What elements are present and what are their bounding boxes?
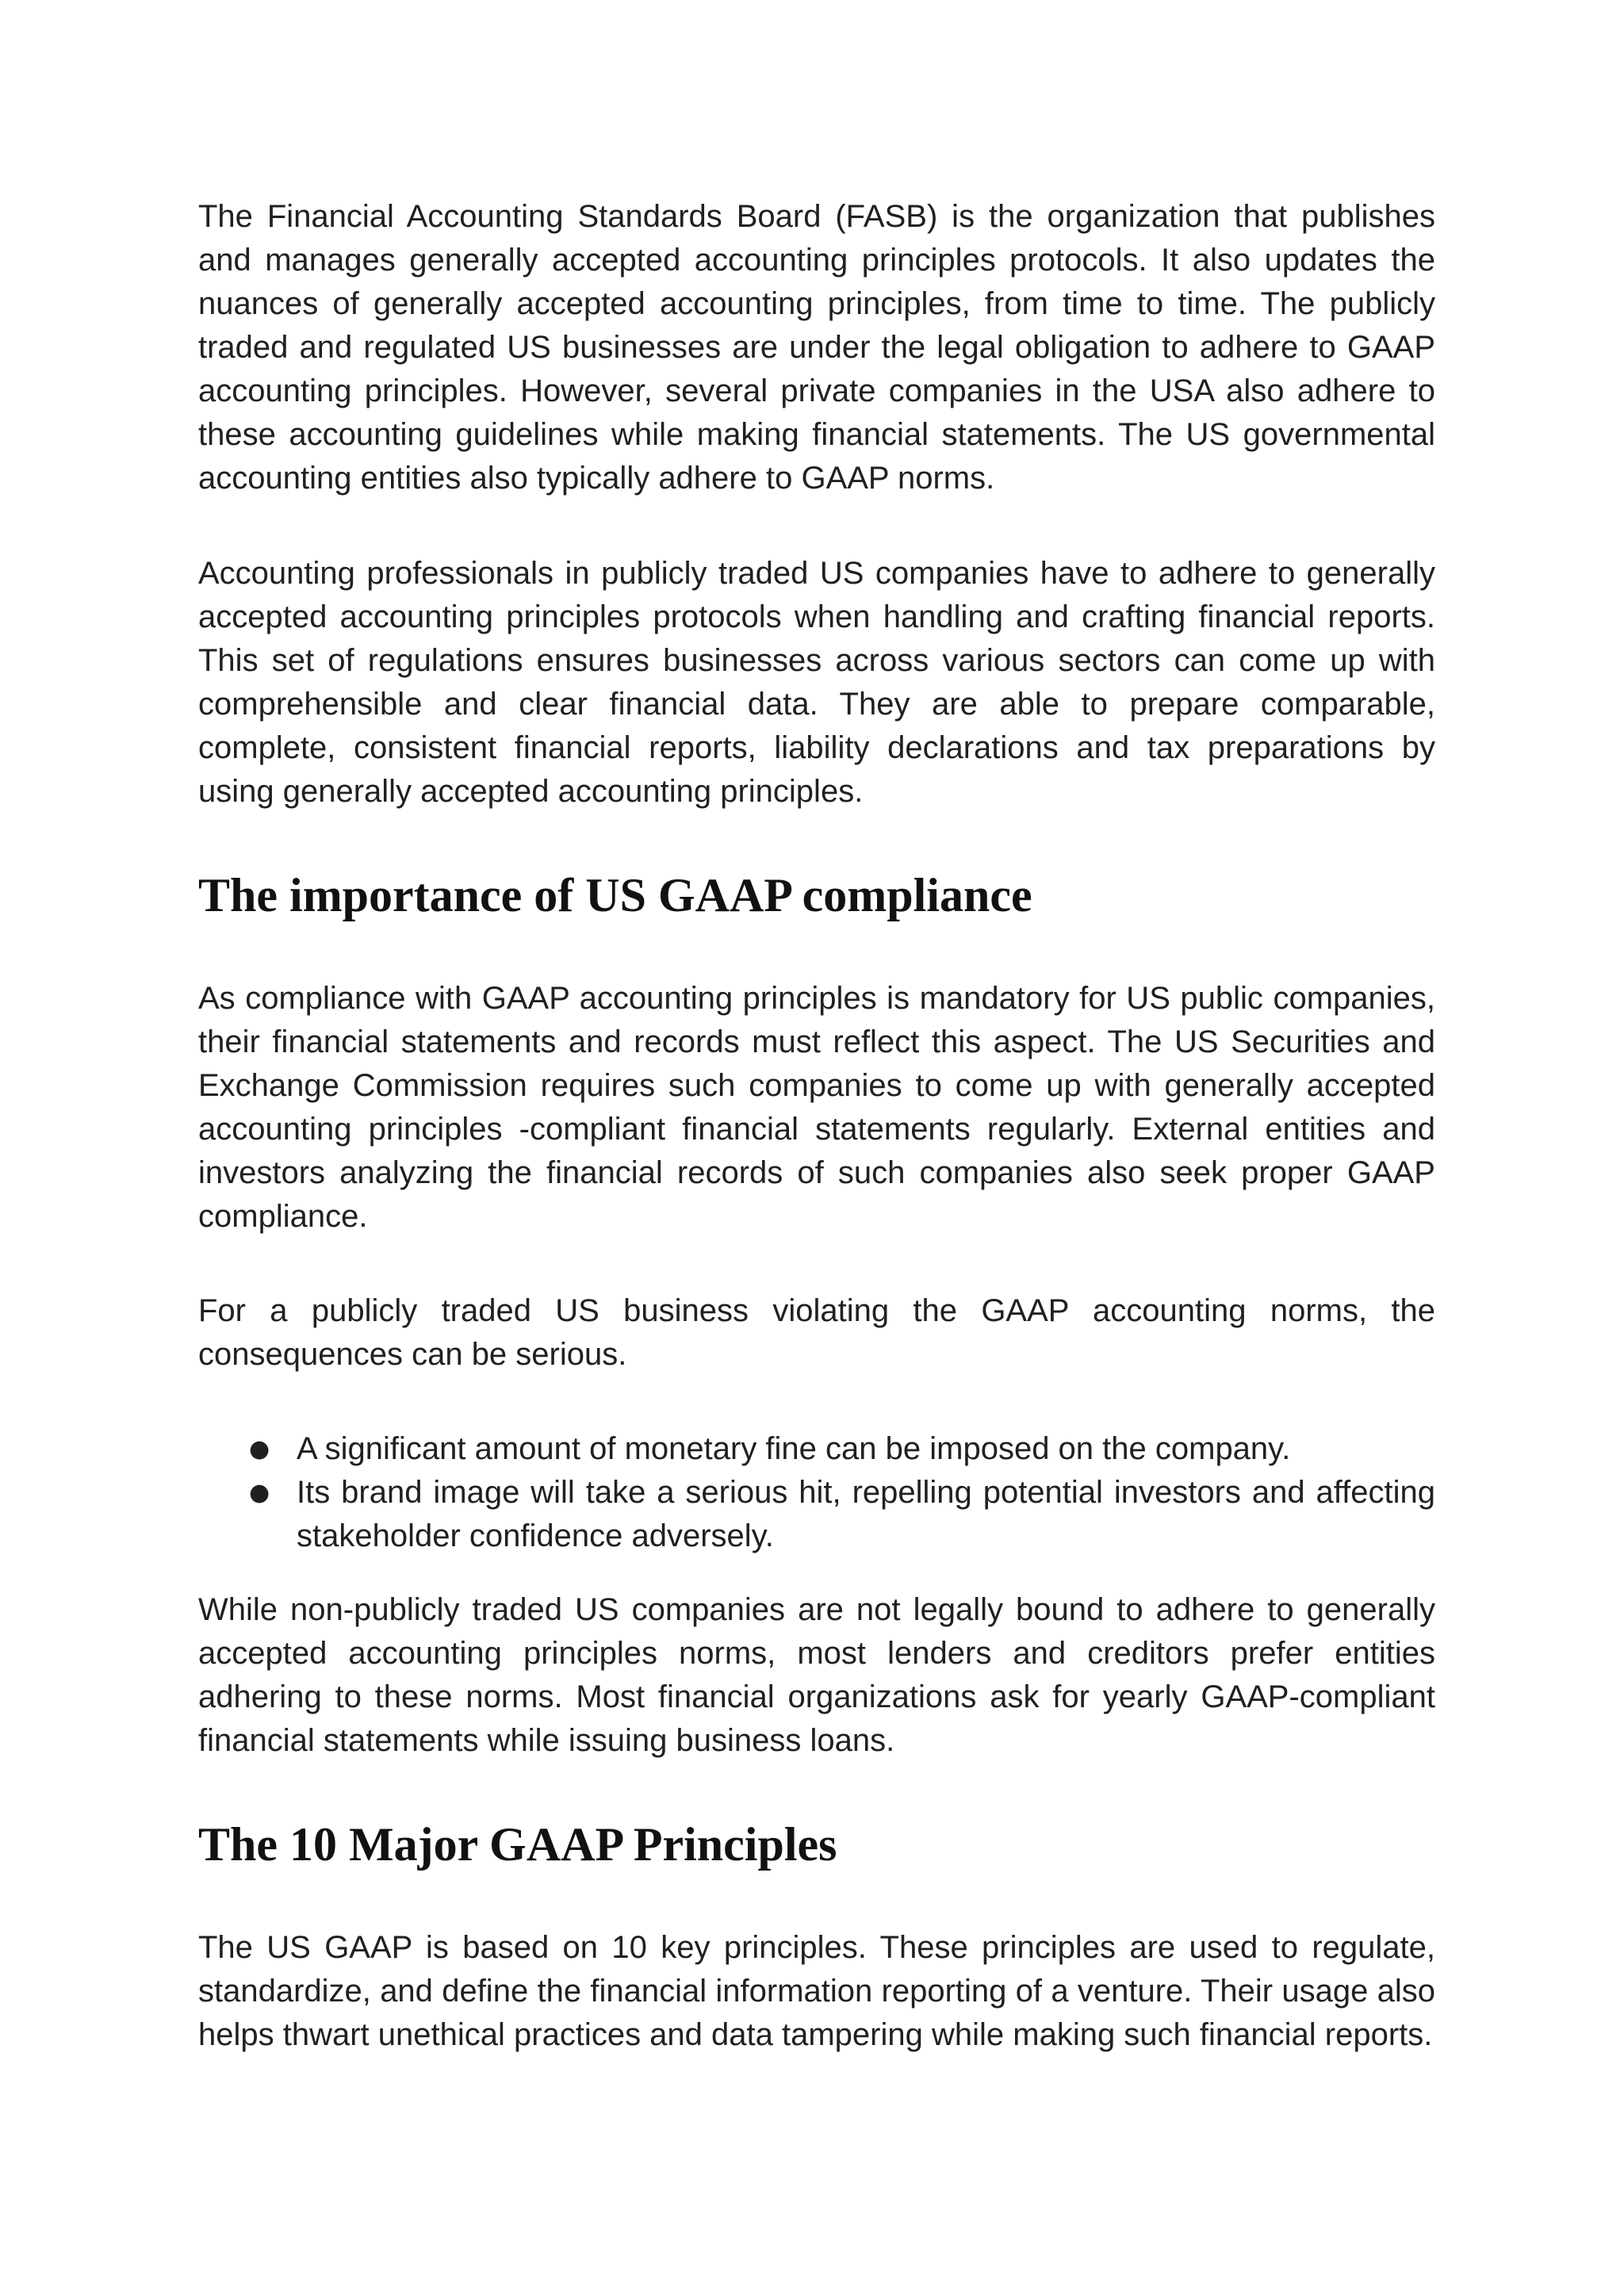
paragraph-fasb-intro: The Financial Accounting Standards Board (FASB) is the organization that publishes and manages generally accepted accounting principles protocols. It also updates the nuances of generally accepted accounting principles, from time to time. The publicly traded and regulated US businesses are under the legal obligation to adhere to GAAP accounting principles. However, several private companies in the USA also adhere to these accounting guidelines while making financial statements. The US governmental accounting entities also typically adhere to GAAP norms. [198, 199, 1435, 496]
heading-major-principles: The 10 Major GAAP Principles [198, 1818, 837, 1871]
heading-gaap-compliance: The importance of US GAAP compliance [198, 869, 1032, 921]
paragraph-accounting-professionals: Accounting professionals in publicly traded US companies have to adhere to generally accepted accounting principles protocols when handling and crafting financial reports. This set of regulations ensures businesses across various sectors can come up with comprehensible and clear financial data. They are able to prepare comparable, complete, consistent financial reports, liability declarations and tax preparations by using generally accepted accounting principles. [198, 556, 1435, 809]
list-item-text: A significant amount of monetary fine can be imposed on the company. [297, 1431, 1291, 1466]
bullet-icon: ● [249, 1435, 270, 1463]
bullet-icon: ● [249, 1479, 270, 1507]
paragraph-compliance-mandatory: As compliance with GAAP accounting principles is mandatory for US public companies, their financial statements and records must reflect this aspect. The US Securities and Exchange Commission requires such companies to come up with generally accepted accounting principles -compliant financial statements regularly. External entities and investors analyzing the financial records of such companies also seek proper GAAP compliance. [198, 981, 1435, 1234]
paragraph-violation-consequences: For a publicly traded US business violating the GAAP accounting norms, the consequences can be serious. [198, 1293, 1435, 1372]
paragraph-key-principles: The US GAAP is based on 10 key principles. These principles are used to regulate, standardize, and define the financial information reporting of a venture. Their usage also helps thwart unethical practices and data tampering while making such financial reports. [198, 1930, 1435, 2052]
list-item [198, 1427, 1435, 1471]
consequences-list [198, 1427, 1435, 1558]
document-body [198, 195, 1435, 2057]
list-item [198, 1471, 1435, 1558]
list-item-text: Its brand image will take a serious hit, repelling potential investors and affecting stakeholder confidence adversely. [297, 1475, 1435, 1553]
paragraph-non-public-companies: While non-publicly traded US companies are not legally bound to adhere to generally accepted accounting principles norms, most lenders and creditors prefer entities adhering to these norms. Most financial organizations ask for yearly GAAP-compliant financial statements while issuing business loans. [198, 1592, 1435, 1758]
